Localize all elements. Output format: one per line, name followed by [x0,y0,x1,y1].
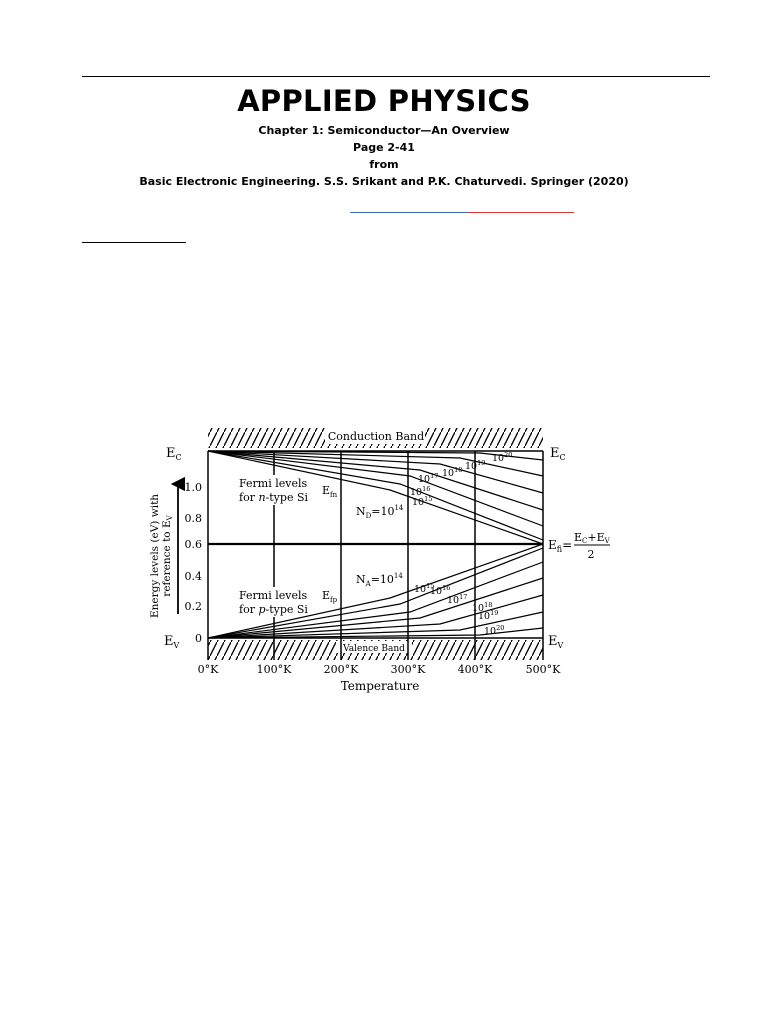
p-type-caption-line1: Fermi levels [239,589,308,602]
svg-text:Efi=: $E_{fi}=$ [548,538,573,554]
x-tick-labels [198,663,561,676]
p-label-1e17: $10^{17}$ [447,593,468,606]
fermi-level-diagram [140,418,630,700]
x-tick-100k: 100°K [256,663,292,676]
from-line: from [369,158,399,171]
efn-label: $E_{fn}$ [322,484,338,499]
x-tick-0k: 0°K [197,663,219,676]
page-title: APPLIED PHYSICS [237,84,531,118]
p-label-1e18: $10^{18}$ [472,601,493,614]
x-tick-500k: 500°K [525,663,561,676]
conduction-band-label: Conduction Band [327,430,425,443]
n-label-1e17: $10^{17}$ [418,472,439,485]
efi-equation [548,531,611,561]
link-underline-red[interactable] [468,212,574,213]
ec-right-label: $E_C$ [550,446,566,462]
top-rule [82,76,710,77]
n-type-caption-line1: Fermi levels [239,477,308,490]
n-label-1e16: $10^{16}$ [410,485,431,498]
efp-label: $E_{fp}$ [322,589,338,604]
y-tick-0: 0 [195,632,202,645]
n-label-1e20: $10^{20}$ [492,451,513,464]
y-axis-title [149,494,174,618]
ec-left-label: $E_C$ [166,446,182,462]
y-tick-0-4: 0.4 [184,570,202,583]
section-rule [82,242,186,243]
y-tick-0-8: 0.8 [184,512,202,525]
x-tick-400k: 400°K [457,663,493,676]
chapter-line: Chapter 1: Semiconductor—An Overview [258,124,510,137]
ev-left-label: $E_V$ [164,634,180,650]
p-curve-labels [414,582,504,637]
na-label: $N_A=10^{14}$ [356,572,403,588]
svg-text:EC+EV: EC+EV [574,531,610,545]
y-tick-1-0: 1.0 [184,481,202,494]
y-tick-labels [185,481,203,645]
nd-label: $N_D=10^{14}$ [356,504,404,520]
n-label-1e19: $10^{19}$ [465,459,486,472]
n-type-caption-line2: for n-type Si [239,491,308,504]
page-line: Page 2-41 [353,141,415,154]
p-label-1e20: $10^{20}$ [484,624,505,637]
svg-text:Energy levels (eV) with: Energy levels (eV) with [149,493,161,619]
svg-text:reference to EV: reference to EV [161,515,174,597]
svg-text:2: 2 [587,548,595,561]
p-label-1e15: $10^{15}$ [414,582,435,595]
p-type-caption-line2: for p-type Si [239,603,308,616]
y-tick-0-6: 0.6 [184,538,202,551]
p-label-1e19: $10^{19}$ [478,609,499,622]
x-tick-200k: 200°K [323,663,359,676]
ev-right-label: $E_V$ [548,634,564,650]
link-underline-blue[interactable] [350,212,468,213]
source-line: Basic Electronic Engineering. S.S. Srikant and P.K. Chaturvedi. Springer (2020) [139,175,629,188]
n-label-1e15: $10^{15}$ [412,495,433,508]
y-tick-0-2: 0.2 [184,600,202,613]
fermi-level-figure [140,418,630,700]
p-label-1e16: $10^{16}$ [430,584,451,597]
n-label-1e18: $10^{18}$ [442,466,463,479]
valence-band-label: Valence Band [343,644,405,654]
x-axis-title: Temperature [340,679,420,693]
x-tick-300k: 300°K [390,663,426,676]
